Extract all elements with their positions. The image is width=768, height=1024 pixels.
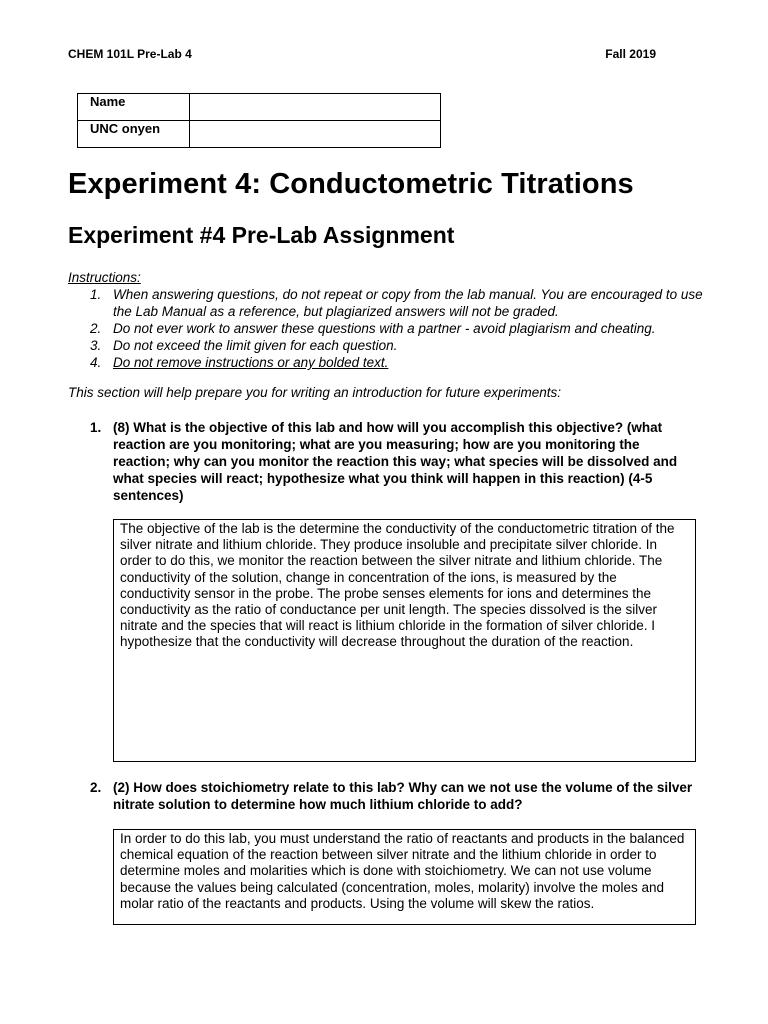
name-row [78, 94, 441, 121]
page-title: Experiment 4: Conductometric Titrations [68, 168, 634, 200]
question-text: (8) What is the objective of this lab and how will you accomplish this objective? (what reaction are you monitoring; what are you measuring; how are you monitoring the reaction; why can you monitor the reaction this way; what species will be dissolved and what species will react; hypothesize what you think will happen in this reaction) (4-5 sentences) [113, 420, 678, 503]
term-header: Fall 2019 [605, 47, 656, 61]
course-header: CHEM 101L Pre-Lab 4 [68, 47, 192, 61]
instruction-number: 3. [90, 338, 102, 353]
question-1 [90, 419, 700, 504]
instruction-text: When answering questions, do not repeat or copy from the lab manual. You are encouraged to use the Lab Manual as a reference, but plagiarized answers will not be graded. [113, 287, 703, 319]
question-2 [90, 779, 700, 813]
section-intro: This section will help prepare you for writing an introduction for future experiments: [68, 385, 561, 400]
page-subtitle: Experiment #4 Pre-Lab Assignment [68, 222, 455, 248]
onyen-field[interactable] [190, 121, 441, 148]
student-info-table [77, 93, 441, 148]
instructions-heading: Instructions: [68, 270, 141, 285]
instruction-text: Do not exceed the limit given for each question. [113, 338, 398, 353]
instruction-text: Do not remove instructions or any bolded text. [113, 355, 389, 370]
instruction-number: 1. [90, 287, 102, 302]
instruction-item [68, 354, 708, 371]
question-text: (2) How does stoichiometry relate to this lab? Why can we not use the volume of the silver nitrate solution to determine how much lithium chloride to add? [113, 780, 693, 812]
instruction-item [68, 320, 708, 337]
onyen-row [78, 121, 441, 148]
instruction-text: Do not ever work to answer these questions with a partner - avoid plagiarism and cheating. [113, 321, 656, 336]
instruction-number: 4. [90, 355, 102, 370]
instruction-item [68, 286, 708, 320]
answer-box-2[interactable]: In order to do this lab, you must understand the ratio of reactants and products in the balanced chemical equation of the reaction between silver nitrate and the lithium chloride in order to determine moles and molarities which is done with stoichiometry. We can not use volume because the values being calculated (concentration, moles, molarity) involve the moles and molar ratio of the reactants and products. Using the volume will skew the ratios. [113, 829, 696, 925]
question-number: 1. [90, 420, 102, 435]
onyen-label: UNC onyen [78, 121, 190, 148]
name-field[interactable] [190, 94, 441, 121]
instructions-section [68, 269, 708, 371]
instructions-list [68, 286, 708, 371]
instruction-number: 2. [90, 321, 102, 336]
instruction-item [68, 337, 708, 354]
answer-box-1[interactable]: The objective of the lab is the determine the conductivity of the conductometric titration of the silver nitrate and lithium chloride. They produce insoluble and precipitate silver chloride. In order to do this, we monitor the reaction between the silver nitrate and lithium chloride. The conductivity of the solution, change in concentration of the ions, is measured by the conductivity sensor in the probe. The probe senses elements for ions and determines the conductivity as the ratio of conductance per unit length. The species dissolved is the silver nitrate and the species that will react is lithium chloride in the formation of silver chloride. I hypothesize that the conductivity will decrease throughout the duration of the reaction. [113, 519, 696, 762]
question-number: 2. [90, 780, 102, 795]
name-label: Name [78, 94, 190, 121]
